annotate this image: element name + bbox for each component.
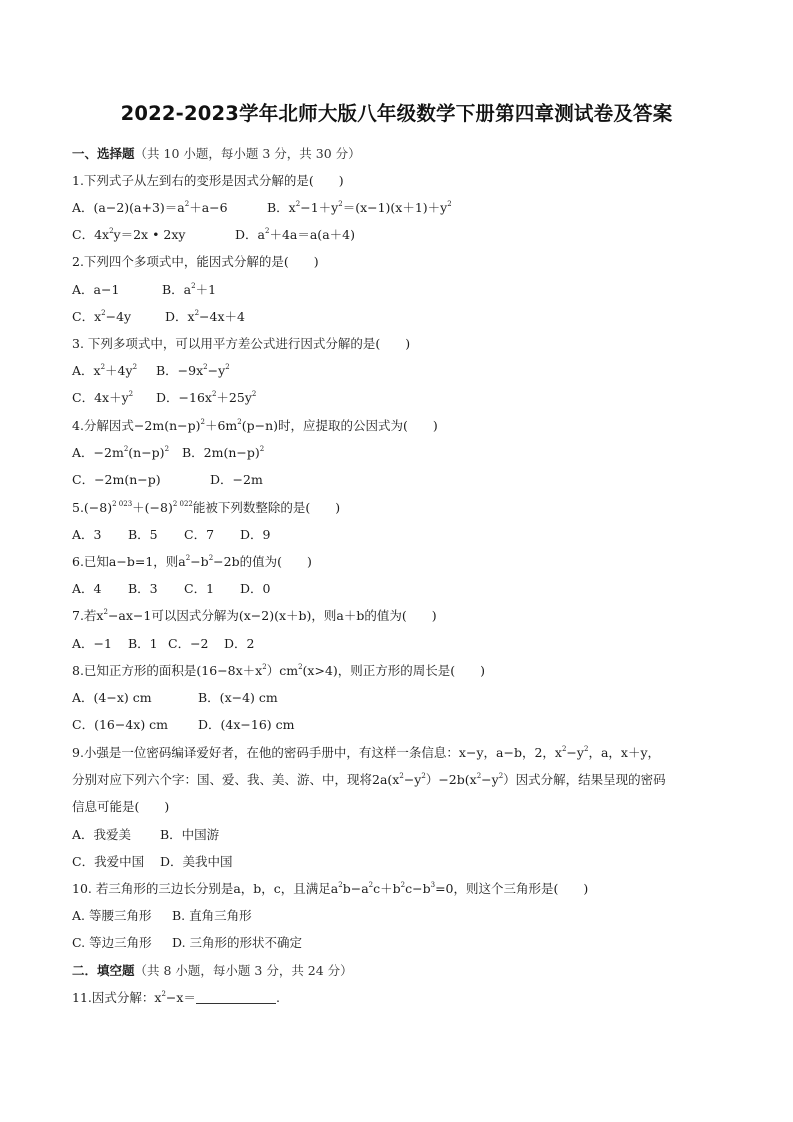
answer-option [128,636,168,652]
text-run: B．中国游 [160,827,220,842]
question-text [72,799,169,815]
text-run: A．我爱美 [72,827,132,842]
superscript: 2 [399,772,404,780]
text-run: (x>4)，则正方形的周长是( ) [302,663,486,678]
answer-options [72,445,264,461]
question-text [72,173,344,189]
text-run: B．3 [128,581,158,596]
text-run: =0，则这个三角形是( ) [435,881,589,896]
text-run: −y [207,363,226,378]
answer-option [182,445,264,461]
text-run: D．2 [224,636,255,651]
text-run: D．(4x−16) cm [198,717,295,732]
superscript: 2 [262,663,267,671]
text-run: −y [481,772,499,787]
text-run: B. 直角三角形 [172,908,252,923]
question-text [72,336,410,352]
answer-options [72,227,355,243]
superscript: 2 [191,282,196,290]
superscript: 2 [259,445,265,453]
superscript: 2 [203,363,208,371]
answer-option [172,935,302,951]
answer-option [72,581,128,597]
text-run: D．9 [240,527,271,542]
superscript: 2 [264,227,270,235]
text-run: 7.若x [72,608,104,623]
text-run: c＋b [373,881,401,896]
superscript: 2 [100,363,106,371]
answer-options [72,827,219,843]
answer-option [72,636,128,652]
text-run: A．−2m [72,445,124,460]
text-run: b−a [342,881,369,896]
answer-option [72,472,210,488]
answer-option [72,935,172,951]
answer-option [267,200,452,216]
superscript: 2 [208,554,214,562]
text-run: D．−16x [156,390,212,405]
section-heading-choice [72,146,361,162]
text-run: A．(a−2)(a+3)＝a [72,200,185,215]
question-text [72,608,437,624]
question-text [72,254,319,270]
superscript: 2 [161,990,166,998]
superscript: 2 [109,227,114,235]
superscript: 2 [295,200,301,208]
superscript: 2 [338,881,343,889]
superscript: 2 [298,663,303,671]
text-run: 5.(−8) [72,500,113,515]
text-run: 分别对应下列六个字：国、爱、我、美、游、中，现将2a(x [72,772,400,787]
text-run: 10. 若三角形的三边长分别是a，b，c，且满足a [72,881,339,896]
text-run: ＋4a＝a(a＋4) [269,227,355,242]
answer-option [165,309,245,325]
question-text [72,772,666,788]
question-text [72,745,660,761]
text-run: D．美我中国 [160,854,233,869]
text-run: 11.因式分解：x [72,990,162,1005]
answer-options [72,527,270,543]
answer-options [72,636,254,652]
answer-option [72,854,160,870]
superscript: 2 [225,363,230,371]
question-text [72,663,485,679]
text-run: −x＝ [165,990,196,1005]
text-run: C．−2m(n−p) [72,472,161,487]
text-run: C．4x＋y [72,390,129,405]
answer-option [72,527,128,543]
section-note: （共 8 小题，每小题 3 分，共 24 分） [134,963,353,978]
question-text [72,554,312,570]
section-note: （共 10 小题，每小题 3 分，共 30 分） [134,146,361,161]
text-run: −4x＋4 [199,309,245,324]
text-run: ＋(−8) [132,500,173,515]
answer-option [72,363,156,379]
text-run: D．x [165,309,195,324]
text-run: B．2m(n−p) [182,445,260,460]
text-run: ＝(x−1)(x＋1)＋y [342,200,448,215]
answer-option [72,827,160,843]
text-run: D．−2m [210,472,263,487]
text-run: −y [566,745,584,760]
text-run: B．5 [128,527,158,542]
text-run: (n−p) [128,445,165,460]
superscript: 2 [211,390,217,398]
text-run: 6.已知a−b=1，则a [72,554,186,569]
superscript: 2 [164,445,170,453]
answer-option [72,908,172,924]
text-run: C．−2 [168,636,209,651]
answer-option [184,527,240,543]
answer-options [72,854,233,870]
text-run: D. 三角形的形状不确定 [172,935,303,950]
text-run: C. 等边三角形 [72,935,152,950]
text-run: A．a−1 [72,282,120,297]
superscript: 2 [194,309,200,317]
text-run: B．a [162,282,192,297]
superscript: 2 [476,772,482,780]
superscript: 2 [583,745,589,753]
superscript: 2 022 [172,500,193,508]
section-title: 二．填空题 [72,963,135,978]
text-run: y＝2x • 2xy [113,227,186,242]
answer-option [72,390,156,406]
text-run: −4y [105,309,132,324]
question-text [72,418,438,434]
answer-blank[interactable] [196,992,276,1004]
text-run: C．1 [184,581,215,596]
answer-option [160,827,219,843]
answer-option [128,527,184,543]
text-run: 1.下列式子从左到右的变形是因式分解的是( ) [72,173,344,188]
text-run: −2b的值为( ) [213,554,312,569]
text-run: 3. 下列多项式中，可以用平方差公式进行因式分解的是( ) [72,336,411,351]
text-run: −y [403,772,422,787]
text-run: D．0 [240,581,271,596]
section-title: 一、选择题 [72,146,135,161]
superscript: 2 [132,363,138,371]
text-run: (p−n)时，应提取的公因式为( ) [241,418,438,433]
answer-option [162,282,216,298]
superscript: 2 [421,772,426,780]
answer-option [72,690,198,706]
answer-options [72,363,230,379]
text-run: B．x [267,200,296,215]
superscript: 2 [251,390,257,398]
text-run: C．4x [72,227,110,242]
text-run: ＋a−6 [189,200,228,215]
answer-option [172,908,252,924]
text-run: B．(x−4) cm [198,690,278,705]
superscript: 2 [400,881,406,889]
superscript: 2 [338,200,343,208]
text-run: C．(16−4x) cm [72,717,169,732]
text-run: 8.已知正方形的面积是(16−8x＋x [72,663,263,678]
answer-option [210,472,263,488]
answer-option [168,636,224,652]
text-run: c−b [405,881,431,896]
answer-options [72,935,302,951]
exam-title: 2022-2023学年北师大版八年级数学下册第四章测试卷及答案 [120,102,673,125]
answer-options [72,472,263,488]
text-run: ＋25y [216,390,252,405]
superscript: 2 [498,772,504,780]
text-run: A. 等腰三角形 [72,908,152,923]
question-text [72,990,280,1006]
answer-options [72,390,256,406]
answer-options [72,717,295,733]
superscript: 2 [447,200,452,208]
superscript: 2 [128,390,134,398]
text-run: 2.下列四个多项式中，能因式分解的是( ) [72,254,319,269]
answer-option [128,581,184,597]
text-run: ）−2b(x [425,772,477,787]
answer-option [72,200,267,216]
superscript: 2 [200,418,205,426]
superscript: 3 [430,881,436,889]
text-run: 信息可能是( ) [72,799,170,814]
text-run: D．a [235,227,265,242]
superscript: 2 [237,418,242,426]
text-run: ＋1 [195,282,217,297]
text-run: ）cm [266,663,299,678]
text-run: . [275,990,280,1005]
answer-option [198,690,278,706]
answer-option [156,390,256,406]
text-run: ，a，x＋y， [588,745,661,760]
superscript: 2 [561,745,567,753]
text-run: C．我爱中国 [72,854,145,869]
text-run: B．1 [128,636,158,651]
answer-option [198,717,295,733]
answer-option [72,282,162,298]
question-text [72,881,588,897]
superscript: 2 [184,200,190,208]
answer-option [240,527,270,543]
answer-option [72,227,235,243]
text-run: 能被下列数整除的是( ) [192,500,341,515]
text-run: ）因式分解，结果呈现的密码 [503,772,666,787]
text-run: −ax−1可以因式分解为(x−2)(x＋b)，则a＋b的值为( ) [107,608,437,623]
answer-option [72,309,165,325]
text-run: −1＋y [300,200,339,215]
text-run: A．3 [72,527,102,542]
answer-option [235,227,355,243]
text-run: 9.小强是一位密码编译爱好者，在他的密码手册中，有这样一条信息：x−y，a−b，2，x [72,745,562,760]
answer-option [72,445,182,461]
superscript: 2 [101,309,106,317]
text-run: ＋4y [105,363,133,378]
superscript: 2 [185,554,191,562]
answer-option [184,581,240,597]
superscript: 2 023 [112,500,133,508]
answer-option [156,363,230,379]
text-run: B．−9x [156,363,204,378]
text-run: ＋6m [204,418,238,433]
answer-options [72,908,252,924]
text-run: C．7 [184,527,215,542]
answer-options [72,200,452,216]
text-run: A．(4−x) cm [72,690,152,705]
answer-options [72,282,216,298]
superscript: 2 [103,608,108,616]
answer-option [240,581,270,597]
answer-options [72,309,245,325]
answer-options [72,581,270,597]
text-run: A．x [72,363,101,378]
answer-option [160,854,233,870]
section-heading-fill [72,963,353,979]
text-run: 4.分解因式−2m(n−p) [72,418,201,433]
superscript: 2 [368,881,374,889]
superscript: 2 [123,445,129,453]
answer-option [224,636,254,652]
answer-option [72,717,198,733]
text-run: A．−1 [72,636,112,651]
text-run: −b [190,554,209,569]
answer-options [72,690,278,706]
text-run: A．4 [72,581,102,596]
question-text [72,500,340,516]
text-run: C．x [72,309,102,324]
